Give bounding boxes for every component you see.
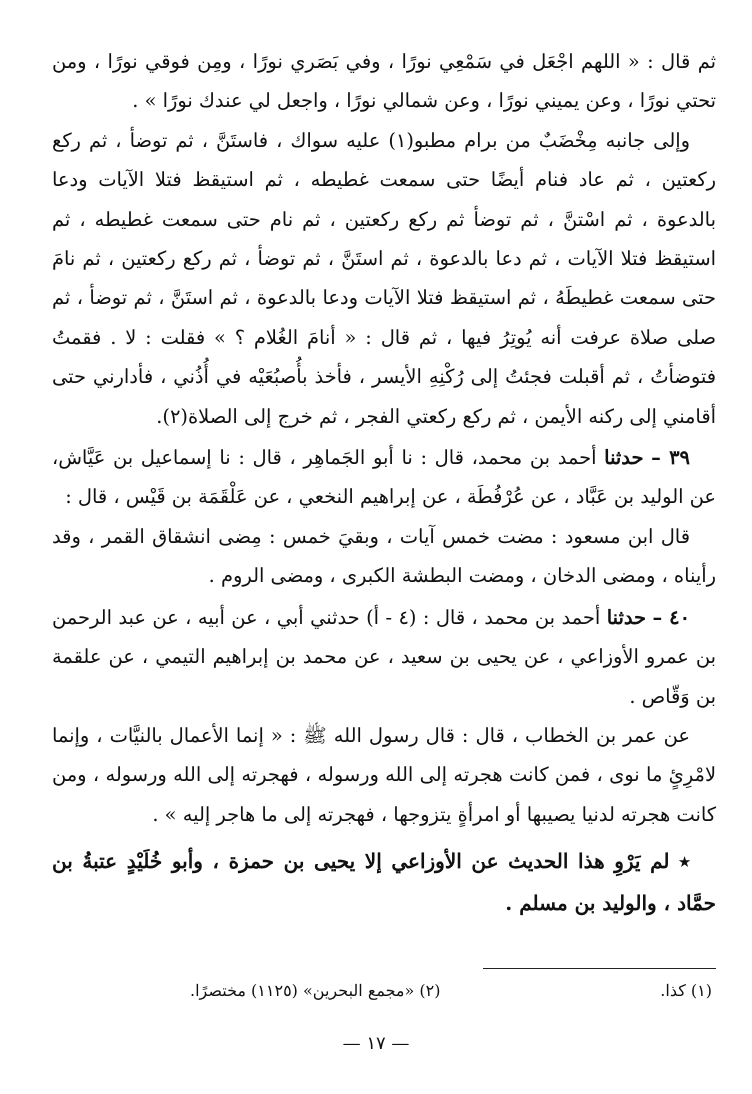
isnad-39: أحمد بن محمد، قال : نا أبو الجَماهِر ، قال : نا إسماعيل بن عَيَّاش، عن الوليد بن عَبَّاد ، عن عُرْفُطَة ، عن إبراهيم النخعي ، عن عَلْقَمَة بن قَيْس ، قال : bbox=[52, 446, 716, 509]
isnad-40: أحمد بن محمد ، قال : (٤ - أ) حدثني أبي ، عن أبيه ، عن عبد الرحمن بن عمرو الأوزاعي ، عن يحيى بن سعيد ، عن محمد بن إبراهيم التيمي ، عن علقمة بن وَقّاص . bbox=[52, 605, 716, 708]
paragraph-ibn-masud: قال ابن مسعود : مضت خمس آيات ، وبقيَ خمس : مِضى انشقاق القمر ، وقد رأيناه ، ومضى الدخان ، ومضت البطشة الكبرى ، ومضى الروم . bbox=[52, 524, 716, 588]
footnote-1: (١) كذا. bbox=[660, 981, 712, 1000]
haddathana-label-40: حدثنا bbox=[606, 605, 647, 629]
footnote-2: (٢) «مجمع البحرين» (١١٢٥) مختصرًا. bbox=[190, 981, 441, 1000]
haddathana-label-39: حدثنا bbox=[604, 446, 644, 470]
hadith-number-40: ٤٠ – bbox=[652, 605, 691, 629]
paragraph-umar-niyyat: عن عمر بن الخطاب ، قال : قال رسول الله ﷺ : « إنما الأعمال بالنيَّات ، وإنما لامْرِئٍ ما نوى ، فمن كانت هجرته إلى الله ورسوله ، فهجرته إلى الله ورسوله ، ومن كانت هجرته لدنيا يصيبها أو امرأةٍ يتزوجها ، فهجرته إلى ما هاجر إليه » . bbox=[52, 723, 716, 826]
editor-note bbox=[52, 840, 716, 924]
footnotes bbox=[60, 978, 716, 1004]
star-icon: ٭ bbox=[679, 849, 690, 874]
page-body bbox=[52, 42, 716, 924]
footnote-divider bbox=[483, 968, 716, 969]
hadith-number-39: ٣٩ – bbox=[651, 446, 690, 470]
editor-note-text: لم يَرْوِ هذا الحديث عن الأوزاعي إلا يحيى بن حمزة ، وأبو خُلَيْدٍ عتبةُ بن حمَّاد ، والوليد بن مسلم . bbox=[52, 849, 716, 916]
paragraph-opening-dua: ثم قال : « اللهم اجْعَل في سَمْعِي نورًا ، وفي بَصَري نورًا ، ومِن فوقي نورًا ، ومن تحتي نورًا ، وعن يميني نورًا ، وعن شمالي نورًا ، واجعل لي عندك نورًا » . bbox=[52, 50, 716, 113]
hadith-39-chain bbox=[52, 438, 716, 517]
hadith-40-chain bbox=[52, 598, 716, 716]
paragraph-night-prayer: وإلى جانبه مِخْضَبٌ من برام مطبو(١) عليه سواك ، فاستَنَّ ، ثم توضأ ، ثم ركع ركعتين ، ثم عاد فنام أيضًا حتى سمعت غطيطه ، ثم استيقظ فتلا الآيات ودعا بالدعوة ، ثم اسْتنَّ ، ثم توضأ ثم ركع ركعتين ، ثم نام حتى سمعت غطيطه ، ثم استيقظ فتلا الآيات ، ثم دعا بالدعوة ، ثم استَنَّ ، ثم توضأ ، ثم ركع ركعتين ، ثم نامَ حتى سمعت غطيطَهُ ، ثم استيقظ فتلا الآيات ودعا بالدعوة ، ثم استَنَّ ، ثم توضأ ، ثم صلى صلاة عرفت أنه يُوتِرُ فيها ، ثم قال : « أنامَ الغُلام ؟ » فقلت : لا . فقمتُ فتوضأتُ ، ثم أقبلت فجئتُ إلى رُكْنِهِ الأيسر ، فأخذ بأُصبُعَيْه في أُذُني ، فأدارني حتى أقامني إلى ركنه الأيمن ، ثم ركع ركعتي الفجر ، ثم خرج إلى الصلاة(٢). bbox=[52, 128, 716, 428]
page-number: — ١٧ — bbox=[342, 1033, 410, 1054]
